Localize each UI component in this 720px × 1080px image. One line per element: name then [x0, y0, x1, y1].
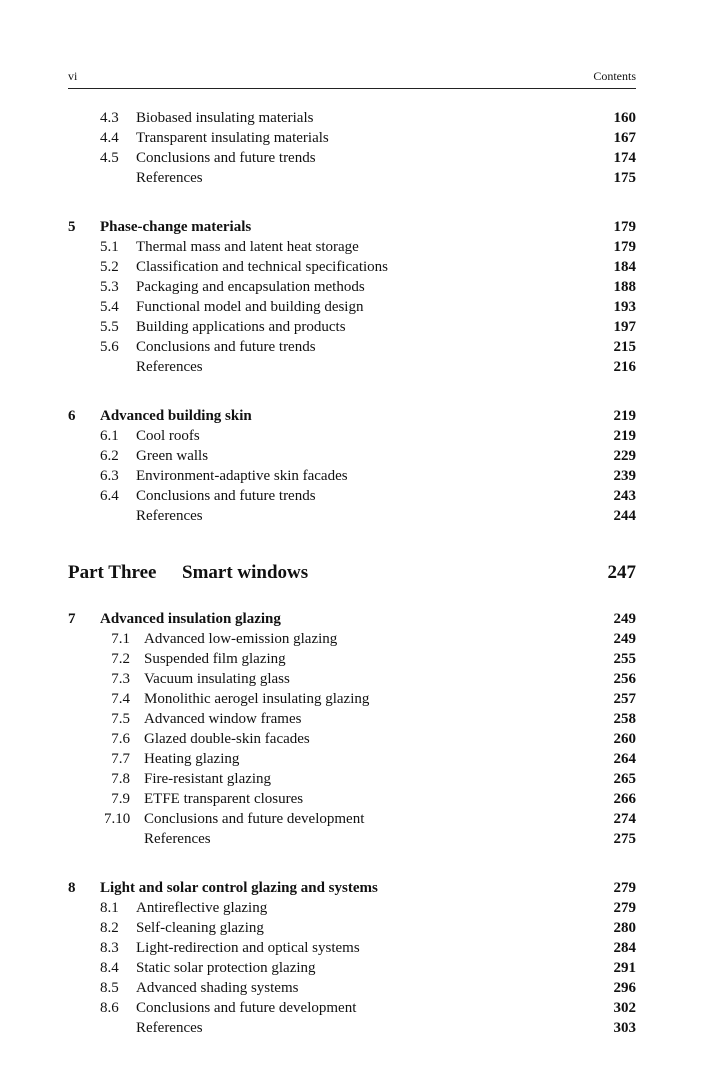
section-number: 7.9: [111, 791, 130, 807]
section-page: 243: [613, 488, 636, 504]
section-title: Glazed double-skin facades: [144, 731, 310, 747]
running-header: [68, 66, 636, 89]
toc-section-7-1[interactable]: [68, 629, 636, 649]
section-page: 291: [613, 960, 636, 976]
toc-chapter-5[interactable]: [68, 217, 636, 237]
section-title: Static solar protection glazing: [136, 960, 316, 976]
toc-section-8-1[interactable]: [68, 898, 636, 918]
chapter-page: 219: [613, 408, 636, 424]
part-title: Smart windows: [182, 562, 309, 583]
section-page: 284: [613, 940, 636, 956]
section-page: 279: [613, 900, 636, 916]
section-number: 6.3: [100, 468, 119, 484]
section-number: 7.8: [111, 771, 130, 787]
section-title: Conclusions and future trends: [136, 339, 316, 355]
section-page: 302: [613, 1000, 636, 1016]
section-number: 7.10: [104, 811, 131, 827]
section-title: Environment-adaptive skin facades: [136, 468, 348, 484]
section-page: 174: [613, 150, 636, 166]
toc-section-8-5[interactable]: [68, 978, 636, 998]
references-page: 303: [613, 1020, 636, 1036]
toc-references-ch4[interactable]: [68, 168, 636, 188]
toc-chapter-7[interactable]: [68, 609, 636, 629]
section-title: Biobased insulating materials: [136, 110, 314, 126]
references-title: References: [144, 831, 211, 847]
section-number: 8.2: [100, 920, 119, 936]
section-page: 257: [613, 691, 636, 707]
section-number: 7.4: [111, 691, 130, 707]
toc-section-7-2[interactable]: [68, 649, 636, 669]
section-page: 193: [613, 299, 636, 315]
section-number: 5.2: [100, 259, 119, 275]
section-number: 4.5: [100, 150, 119, 166]
section-title: Advanced window frames: [144, 711, 302, 727]
chapter-number: 6: [68, 408, 76, 424]
section-page: 197: [613, 319, 636, 335]
section-title: Fire-resistant glazing: [144, 771, 272, 787]
spacer: [68, 849, 636, 878]
chapter-title: Advanced insulation glazing: [100, 611, 281, 627]
section-page: 265: [613, 771, 636, 787]
section-number: 8.5: [100, 980, 119, 996]
section-page: 219: [613, 428, 636, 444]
toc-section-7-4[interactable]: [68, 689, 636, 709]
toc-section-5-6[interactable]: [68, 337, 636, 357]
page-number: vi: [68, 69, 78, 83]
toc-section-6-2[interactable]: [68, 446, 636, 466]
section-title: Vacuum insulating glass: [144, 671, 290, 687]
section-page: 264: [613, 751, 636, 767]
references-page: 275: [613, 831, 636, 847]
toc-section-4-3[interactable]: [68, 108, 636, 128]
section-title: Advanced shading systems: [136, 980, 299, 996]
toc-section-5-2[interactable]: [68, 257, 636, 277]
references-title: References: [136, 170, 203, 186]
section-page: 255: [613, 651, 636, 667]
chapter-title: Phase-change materials: [100, 219, 252, 235]
toc-section-5-5[interactable]: [68, 317, 636, 337]
section-number: 5.3: [100, 279, 119, 295]
section-page: 160: [613, 110, 636, 126]
section-number: 5.1: [100, 239, 119, 255]
toc-chapter-6[interactable]: [68, 406, 636, 426]
spacer: [68, 588, 636, 609]
section-number: 7.2: [111, 651, 130, 667]
spacer: [68, 188, 636, 217]
section-number: 7.5: [111, 711, 130, 727]
section-number: 4.4: [100, 130, 119, 146]
part-page: 247: [607, 562, 636, 583]
section-number: 7.6: [111, 731, 130, 747]
chapter-page: 249: [613, 611, 636, 627]
toc-section-4-5[interactable]: [68, 148, 636, 168]
spacer: [68, 526, 636, 558]
chapter-number: 8: [68, 880, 76, 896]
section-title: Thermal mass and latent heat storage: [136, 239, 359, 255]
references-page: 244: [613, 508, 636, 524]
section-page: 249: [613, 631, 636, 647]
toc-section-6-3[interactable]: [68, 466, 636, 486]
chapter-title: Advanced building skin: [100, 408, 252, 424]
toc-section-6-4[interactable]: [68, 486, 636, 506]
section-title: Conclusions and future trends: [136, 150, 316, 166]
section-title: Green walls: [136, 448, 209, 464]
section-title: Classification and technical specifications: [136, 259, 388, 275]
references-title: References: [136, 359, 203, 375]
toc-references-ch8[interactable]: [68, 1018, 636, 1038]
toc-section-8-2[interactable]: [68, 918, 636, 938]
references-page: 216: [613, 359, 636, 375]
section-page: 256: [613, 671, 636, 687]
section-number: 5.4: [100, 299, 119, 315]
toc-references-ch5[interactable]: [68, 357, 636, 377]
toc-section-8-4[interactable]: [68, 958, 636, 978]
toc-section-7-10[interactable]: [68, 809, 636, 829]
chapter-page: 179: [613, 219, 636, 235]
section-page: 167: [613, 130, 636, 146]
section-page: 229: [613, 448, 636, 464]
chapter-number: 7: [68, 611, 76, 627]
toc-section-7-6[interactable]: [68, 729, 636, 749]
section-number: 6.4: [100, 488, 119, 504]
section-title: ETFE transparent closures: [144, 791, 304, 807]
section-number: 8.1: [100, 900, 119, 916]
section-number: 4.3: [100, 110, 119, 126]
section-title: Advanced low-emission glazing: [144, 631, 338, 647]
section-number: 8.6: [100, 1000, 119, 1016]
toc-section-5-3[interactable]: [68, 277, 636, 297]
toc-section-5-1[interactable]: [68, 237, 636, 257]
section-page: 179: [613, 239, 636, 255]
toc-section-7-3[interactable]: [68, 669, 636, 689]
section-page: 266: [613, 791, 636, 807]
table-of-contents: [68, 108, 636, 1038]
section-number: 6.1: [100, 428, 119, 444]
references-page: 175: [613, 170, 636, 186]
toc-section-5-4[interactable]: [68, 297, 636, 317]
section-number: 7.7: [111, 751, 130, 767]
section-title: Building applications and products: [136, 319, 346, 335]
section-title: Transparent insulating materials: [136, 130, 329, 146]
references-title: References: [136, 1020, 203, 1036]
section-page: 274: [613, 811, 636, 827]
section-page: 280: [613, 920, 636, 936]
toc-section-4-4[interactable]: [68, 128, 636, 148]
section-title: Suspended film glazing: [144, 651, 286, 667]
section-page: 260: [613, 731, 636, 747]
toc-section-8-6[interactable]: [68, 998, 636, 1018]
chapter-number: 5: [68, 219, 76, 235]
toc-chapter-8[interactable]: [68, 878, 636, 898]
section-page: 296: [613, 980, 636, 996]
toc-part-three[interactable]: [68, 558, 636, 588]
section-title: Antireflective glazing: [136, 900, 268, 916]
spacer: [68, 377, 636, 406]
section-title: Self-cleaning glazing: [136, 920, 264, 936]
section-number: 8.4: [100, 960, 119, 976]
section-title: Cool roofs: [136, 428, 200, 444]
section-number: 7.3: [111, 671, 130, 687]
section-number: 5.6: [100, 339, 119, 355]
toc-section-7-5[interactable]: [68, 709, 636, 729]
toc-section-6-1[interactable]: [68, 426, 636, 446]
toc-section-7-8[interactable]: [68, 769, 636, 789]
section-title: Heating glazing: [144, 751, 240, 767]
section-number: 5.5: [100, 319, 119, 335]
section-title: Light-redirection and optical systems: [136, 940, 360, 956]
section-page: 258: [613, 711, 636, 727]
section-number: 8.3: [100, 940, 119, 956]
chapter-page: 279: [613, 880, 636, 896]
section-page: 188: [613, 279, 636, 295]
section-title: Conclusions and future trends: [136, 488, 316, 504]
section-page: 215: [613, 339, 636, 355]
part-label: Part Three: [68, 562, 157, 583]
section-title: Monolithic aerogel insulating glazing: [144, 691, 370, 707]
section-page: 184: [613, 259, 636, 275]
running-title: Contents: [593, 69, 636, 83]
chapter-title: Light and solar control glazing and systems: [100, 880, 378, 896]
section-title: Conclusions and future development: [144, 811, 365, 827]
section-title: Conclusions and future development: [136, 1000, 357, 1016]
toc-section-7-7[interactable]: [68, 749, 636, 769]
references-title: References: [136, 508, 203, 524]
section-title: Functional model and building design: [136, 299, 364, 315]
section-number: 7.1: [111, 631, 130, 647]
section-title: Packaging and encapsulation methods: [136, 279, 365, 295]
section-number: 6.2: [100, 448, 119, 464]
toc-references-ch7[interactable]: [68, 829, 636, 849]
toc-section-8-3[interactable]: [68, 938, 636, 958]
toc-section-7-9[interactable]: [68, 789, 636, 809]
toc-references-ch6[interactable]: [68, 506, 636, 526]
section-page: 239: [613, 468, 636, 484]
